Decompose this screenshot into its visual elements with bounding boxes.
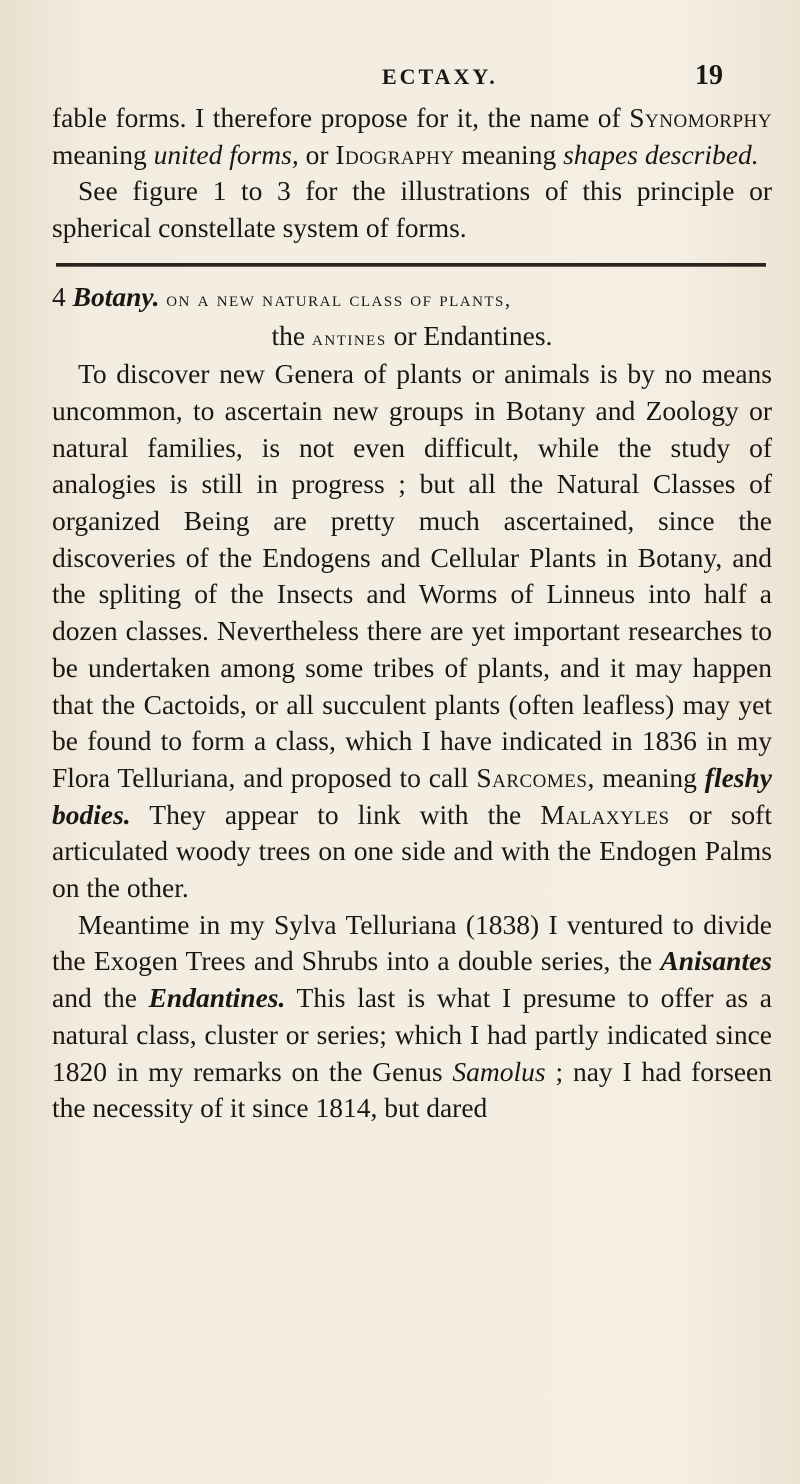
section-line2-b: or Endantines. [386,319,553,351]
term-idography: Idography [335,138,455,170]
em-anisantes: Anisantes [660,945,772,977]
section-title: Botany. [72,280,160,312]
p1-text-b: meaning [52,138,154,170]
term-malaxyles: Malaxyles [540,798,670,830]
body-text [52,100,772,1127]
p3-text-c: They appear to link with the [130,798,541,830]
term-sarcomes: Sarcomes [476,761,588,793]
section-line2-a: the [271,319,313,351]
section-heading [52,279,772,318]
section-heading-line2 [52,318,772,357]
p4-text-a: Meantime in my Sylva Telluriana (1838) I ventured to divide the Exogen Trees and Shrubs into a double series, the [52,908,772,977]
p1-text-d: meaning [454,138,564,170]
p1-text-c: or [298,138,336,170]
em-fleshy-bodies: fleshy bodies. [52,761,772,830]
p3-text-b: , meaning [587,761,705,793]
page-header [0,56,800,96]
section-divider [56,263,766,267]
paragraph-2: See figure 1 to 3 for the illustrations of this principle or spherical constellate system of forms. [52,175,772,244]
section-number: 4 [52,280,73,312]
running-head: ECTAXY. [382,64,498,89]
em-shapes-described: shapes described. [563,138,759,170]
page-number: 19 [695,60,723,91]
section-subtitle: on a new natural class of plants, [159,286,512,311]
p1-text-a: fable forms. I therefore propose for it, the name of [52,102,630,133]
p3-text-a: To discover new Genera of plants or animals is by no means uncommon, to ascertain new groups in Botany and Zoology or natural families, is not even difficult, while the study of analogies is still in progress ; but all the Natural Classes of organized Being are pretty much ascertained, since the discoveries of the Endogens and Cellular Plants in Botany, and the spliting of the Insects and Worms of Linneus into half a dozen classes. Nevertheless there are yet important researches to be undertaken among some tribes of plants, and it may happen that the Cactoids, or all succulent plants (often leafless) may yet be found to form a class, which I have indicated in 1836 in my Flora Telluriana, and proposed to call [52,358,772,793]
paragraph-1 [52,100,772,173]
term-antines: antines [312,325,387,350]
em-samolus: Samolus [452,1055,546,1087]
paragraph-4 [52,907,772,1127]
term-synomorphy: Synomorphy [629,102,772,133]
p4-text-c: This last is what I presume to offer as a natural class, cluster or series; which I had partly indicated since 1820 in my remarks on the Genus [52,982,772,1087]
p4-text-d: ; nay I had forseen the necessity of it since 1814, but dared [52,1055,773,1124]
p4-text-b: and the [52,982,149,1014]
paragraph-3 [52,356,772,907]
em-united-forms: united forms, [153,138,299,170]
p3-text-d: or soft articulated woody trees on one side and with the Endogen Palms on the other. [52,798,772,904]
em-endantines: Endantines. [148,982,286,1014]
